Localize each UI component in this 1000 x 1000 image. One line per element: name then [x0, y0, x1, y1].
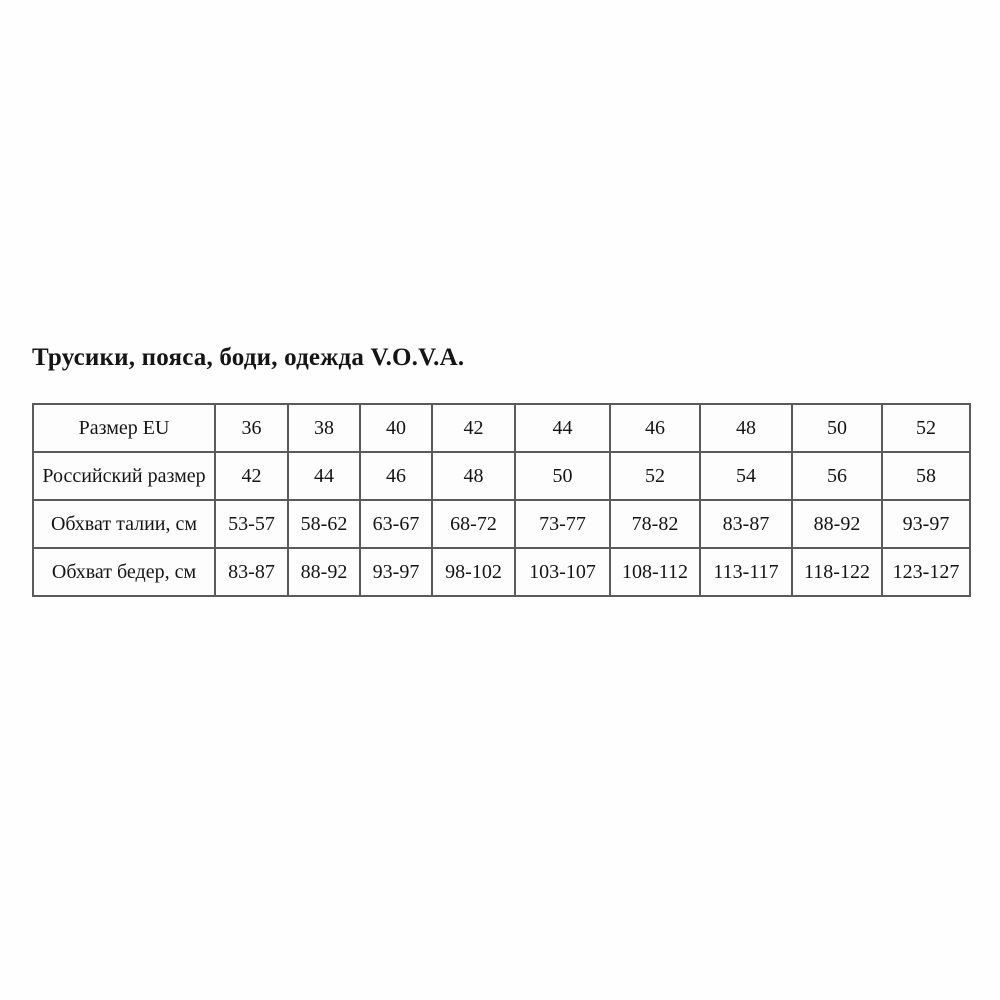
size-value-cell: 78-82 — [610, 500, 700, 548]
size-value-cell: 108-112 — [610, 548, 700, 596]
size-value-cell: 68-72 — [432, 500, 515, 548]
size-value-cell: 73-77 — [515, 500, 610, 548]
size-value-cell: 48 — [432, 452, 515, 500]
size-value-cell: 52 — [610, 452, 700, 500]
size-value-cell: 103-107 — [515, 548, 610, 596]
size-value-cell: 40 — [360, 404, 432, 452]
size-value-cell: 48 — [700, 404, 792, 452]
page-title: Трусики, пояса, боди, одежда V.O.V.A. — [32, 344, 465, 371]
size-value-cell: 93-97 — [882, 500, 970, 548]
size-value-cell: 46 — [360, 452, 432, 500]
table-row — [33, 548, 970, 596]
size-value-cell: 83-87 — [700, 500, 792, 548]
size-value-cell: 88-92 — [288, 548, 360, 596]
size-value-cell: 53-57 — [215, 500, 288, 548]
table-row — [33, 404, 970, 452]
row-label-cell: Обхват талии, см — [33, 500, 215, 548]
size-value-cell: 50 — [792, 404, 882, 452]
size-value-cell: 50 — [515, 452, 610, 500]
size-value-cell: 123-127 — [882, 548, 970, 596]
row-label-cell: Обхват бедер, см — [33, 548, 215, 596]
size-value-cell: 52 — [882, 404, 970, 452]
size-value-cell: 44 — [515, 404, 610, 452]
size-value-cell: 56 — [792, 452, 882, 500]
size-value-cell: 42 — [215, 452, 288, 500]
size-value-cell: 46 — [610, 404, 700, 452]
size-value-cell: 63-67 — [360, 500, 432, 548]
size-value-cell: 38 — [288, 404, 360, 452]
size-chart-table — [32, 403, 971, 597]
size-value-cell: 42 — [432, 404, 515, 452]
table-row — [33, 500, 970, 548]
size-value-cell: 36 — [215, 404, 288, 452]
size-value-cell: 88-92 — [792, 500, 882, 548]
size-chart-body — [33, 404, 970, 596]
size-value-cell: 54 — [700, 452, 792, 500]
size-value-cell: 44 — [288, 452, 360, 500]
size-value-cell: 58-62 — [288, 500, 360, 548]
table-row — [33, 452, 970, 500]
size-value-cell: 83-87 — [215, 548, 288, 596]
row-label-cell: Российский размер — [33, 452, 215, 500]
row-label-cell: Размер EU — [33, 404, 215, 452]
size-value-cell: 113-117 — [700, 548, 792, 596]
size-value-cell: 93-97 — [360, 548, 432, 596]
size-value-cell: 98-102 — [432, 548, 515, 596]
size-value-cell: 58 — [882, 452, 970, 500]
size-value-cell: 118-122 — [792, 548, 882, 596]
